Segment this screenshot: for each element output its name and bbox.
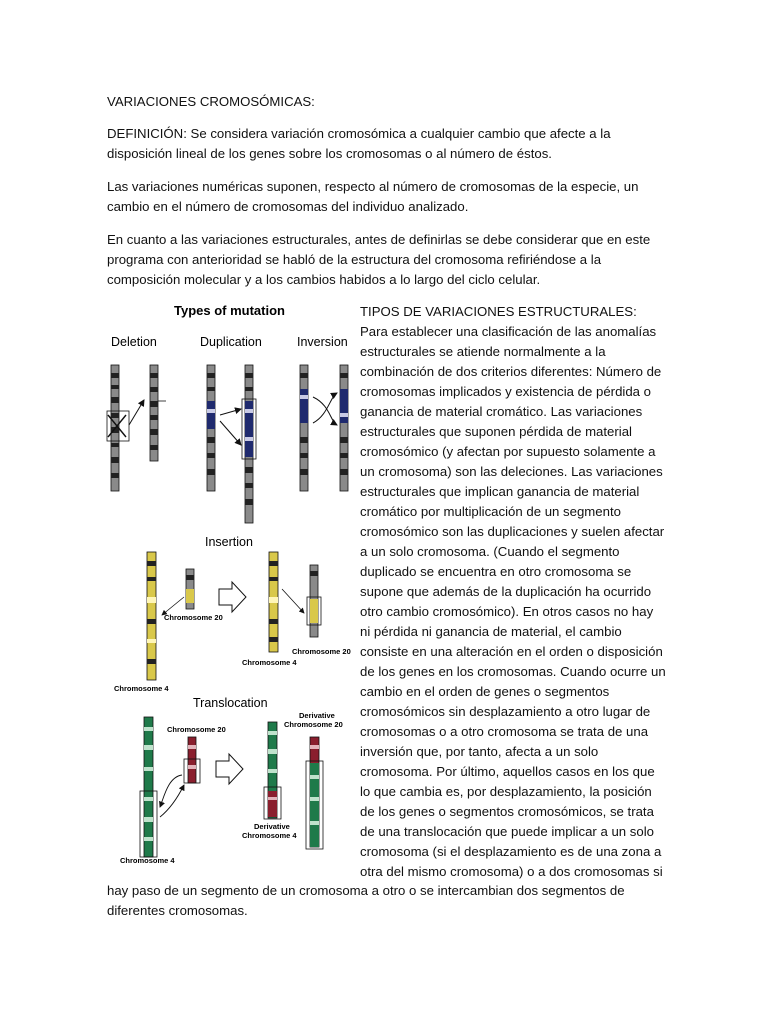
insertion-big-arrow-icon: [219, 582, 246, 612]
translocation-derivative-chromosome-20: [306, 737, 323, 849]
numeric-variations-paragraph: Las variaciones numéricas suponen, respecto al número de cromosomas de la especie, un cambio en el número de cromosomas del individuo analizado.: [107, 179, 639, 214]
insertion-chromosome-4-after-label: Chromosome 4: [242, 658, 297, 667]
translocation-big-arrow-icon: [216, 754, 243, 784]
insertion-chromosome-20-after: [307, 565, 321, 637]
translocation-chromosome-20: [184, 737, 200, 783]
deletion-chromosome-result: [150, 365, 166, 461]
duplication-chromosome-result: [242, 365, 256, 523]
inversion-chromosome-original: [300, 365, 308, 491]
translocation-derivative-chromosome-4: [264, 722, 281, 819]
duplication-chromosome-original: [207, 365, 215, 491]
definition-paragraph: [107, 124, 667, 164]
translocation-arrow-1: [160, 775, 182, 807]
insertion-arrow-result: [282, 589, 304, 613]
duplication-label: Duplication: [200, 335, 262, 349]
mutation-types-figure: [104, 297, 354, 869]
inversion-chromosome-result: [340, 365, 348, 491]
insertion-chromosome-4-label: Chromosome 4: [114, 684, 169, 693]
translocation-chromosome-4-label: Chromosome 4: [120, 856, 175, 865]
inversion-label: Inversion: [297, 335, 348, 349]
definition-label: DEFINICIÓN:: [107, 126, 187, 141]
translocation-derivative-20-label-2: Chromosome 20: [284, 720, 343, 729]
insertion-label: Insertion: [205, 535, 253, 549]
insertion-chromosome-4: [147, 552, 156, 680]
translocation-arrow-2: [160, 785, 184, 817]
duplication-arrow-2: [220, 421, 241, 445]
translocation-chromosome-4: [140, 717, 157, 857]
inversion-arrow-2: [313, 393, 337, 423]
document-heading: VARIACIONES CROMOSÓMICAS:: [107, 94, 315, 109]
translocation-derivative-4-label-2: Chromosome 4: [242, 831, 297, 840]
duplication-arrow-1: [220, 409, 241, 415]
deletion-arrow: [129, 400, 144, 425]
structural-variations-paragraph: En cuanto a las variaciones estructurales, antes de definirlas se debe considerar que en este programa con anterioridad se habló de la estructura del cromosoma refiriéndose a la composición molecular y a los cambios habidos a lo largo del ciclo celular.: [107, 232, 651, 287]
insertion-chromosome-20-after-label: Chromosome 20: [292, 647, 351, 656]
translocation-chromosome-20-label: Chromosome 20: [167, 725, 226, 734]
translocation-derivative-4-label-1: Derivative: [254, 822, 290, 831]
figure-title: Types of mutation: [174, 303, 285, 318]
translocation-label: Translocation: [193, 696, 268, 710]
translocation-derivative-20-label-1: Derivative: [299, 711, 335, 720]
insertion-chromosome-20: [186, 569, 194, 609]
definition-text: Se considera variación cromosómica a cualquier cambio que afecte a la disposición lineal de los genes sobre los cromosomas o al número de éstos.: [107, 126, 611, 161]
deletion-label: Deletion: [111, 335, 157, 349]
structural-types-paragraph: TIPOS DE VARIACIONES ESTRUCTURALES: Para establecer una clasificación de las anomalías estructurales se atiende normalmente a la combinación de dos criterios diferentes: Número de cromosomas implicados y existencia de pérdida o ganancia de material cromático. Las variaciones estructurales que suponen pérdida de material cromosómico (y afectan por supuesto solamente a un cromosoma) son las deleciones. Las variaciones estructurales que implican ganancia de material cromático por multiplicación de un segmento cromosómico son las duplicaciones y suelen afectar a un solo cromosoma. (Cuando el segmento duplicado se encuentra en otro cromosoma se supone que además de la duplicación ha ocurrido otro cambio cromosómico). En otros casos no hay ni pérdida ni ganancia de material, el cambio consiste en una alteración en el orden o disposición de los genes en los cromosomas. Cuando ocurre un cambio en el orden de genes o segmentos cromosómicos sin desplazamiento a otro lugar de cromosomas o a otro cromosoma se trata de una inversión que, por tanto, afecta a un solo cromosoma. Por último, aquellos casos en los que lo que cambia es, por desplazamiento, la posición de los genes o segmentos cromosómicos, se trata de una translocación que puede implicar a un solo cromosoma (si el desplazamiento es de una zona a otra del mismo cromosoma) o a dos cromosomas si: [360, 304, 666, 879]
insertion-chromosome-4-after: [269, 552, 278, 652]
insertion-chromosome-20-label: Chromosome 20: [164, 613, 223, 622]
structural-types-paragraph-continuation: hay paso de un segmento de un cromosoma a otro o se intercambian dos segmentos de diferentes cromosomas.: [107, 883, 625, 918]
